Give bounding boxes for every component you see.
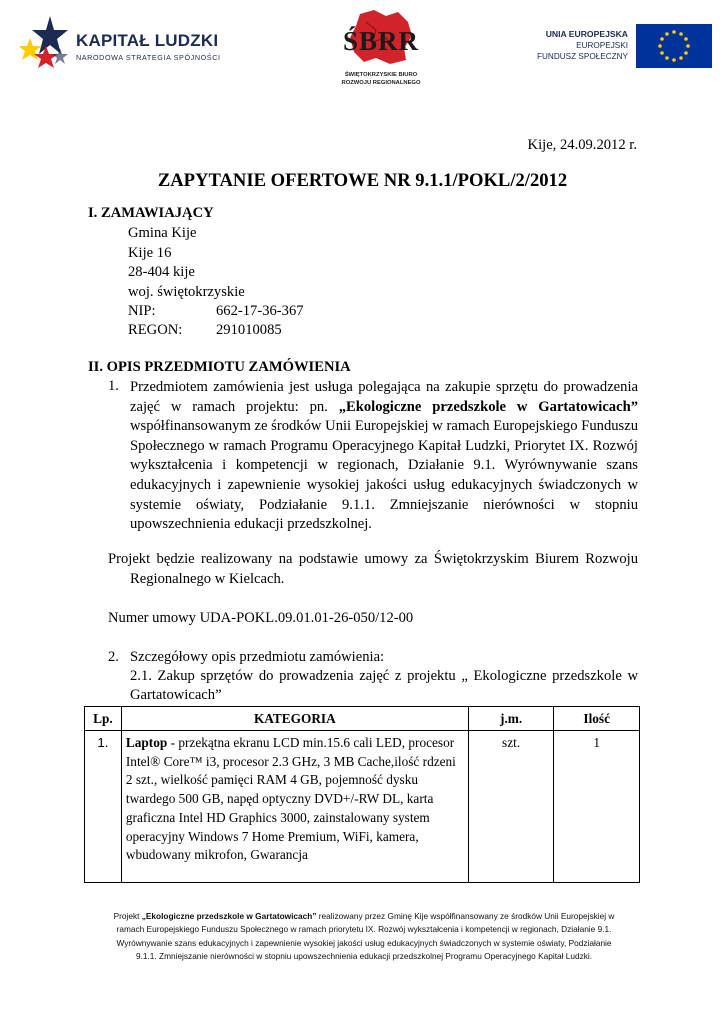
item-1-line: systemie oświaty, Podziałanie 9.1.1. Zmniejszanie nierówności w stopniu — [130, 496, 638, 513]
item-1-paragraph — [130, 378, 638, 535]
item-1-line: Przedmiotem zamówienia jest usługa polegająca na zakupie sprzętu do prowadzenia — [130, 379, 638, 395]
orderer-region: woj. świętokrzyskie — [128, 284, 245, 300]
document-date: Kije, 24.09.2012 r. — [527, 137, 637, 153]
table-row — [85, 731, 640, 883]
item-1-line — [130, 398, 638, 418]
row-lp: 1. — [85, 731, 122, 883]
row-description-line: 2 szt., wielkość pamięci RAM 4 GB, pojemność dysku — [125, 772, 419, 788]
project-note-line2: Regionalnego w Kielcach. — [130, 571, 285, 587]
eu-logo — [528, 24, 712, 68]
footer-line4: 9.1.1. Zmniejszanie nierówności w stopniu upowszechnienia edukacji przedszkolnej Programu Operacyjnego Kapitał Ludzki. — [135, 950, 593, 961]
footer-line2: ramach Europejskiego Funduszu Społecznego w ramach priorytetu IX. Rozwój wykształcenia i kompetencji w regionach, Działanie 9.1. — [116, 924, 612, 935]
project-note-line1: Projekt będzie realizowany na podstawie umowy za Świętokrzyskim Biurem Rozwoju — [108, 551, 638, 567]
item-2-text: Szczegółowy opis przedmiotu zamówienia: — [130, 649, 385, 665]
row-description-line: graficzna Intel HD Graphics 3000, zainstalowany system — [125, 809, 430, 825]
item-2-1-line1: 2.1. Zakup sprzętów do prowadzenia zajęć z projektu „ Ekologiczne przedszkole w — [130, 668, 638, 684]
table-header-quantity: Ilość — [554, 707, 640, 731]
item-1-line: współfinansowanym ze środków Unii Europejskiej w ramach Europejskiego Funduszu — [130, 418, 638, 435]
eu-fund-line2: FUNDUSZ SPOŁECZNY — [537, 52, 628, 61]
document-title: ZAPYTANIE OFERTOWE NR 9.1.1/POKL/2/2012 — [157, 170, 568, 191]
item-2-number: 2. — [108, 649, 119, 665]
kapital-ludzki-logo — [20, 14, 220, 74]
sbrr-subtitle-line2: ROZWOJU REGIONALNEGO — [341, 80, 421, 86]
footer-project-bold: „Ekologiczne przedszkole w Gartatowicach” — [141, 911, 317, 921]
item-1-line: edukacyjnych i zapewnienie wysokiej jakości usług edukacyjnych świadczonych w — [130, 476, 638, 493]
eu-fund-line1: EUROPEJSKI — [576, 41, 628, 50]
contract-number: Numer umowy UDA-POKL.09.01.01-26-050/12-00 — [108, 610, 414, 626]
orderer-postal: 28-404 kije — [128, 264, 195, 280]
sbrr-subtitle-line1: ŚWIĘTOKRZYSKIE BIURO — [344, 72, 418, 78]
table-header-category: KATEGORIA — [121, 707, 468, 731]
row-quantity: 1 — [554, 731, 640, 883]
kapital-ludzki-star-icon — [20, 14, 72, 74]
row-description-line: twardego 500 GB, napęd optyczny DVD+/-RW DL, karta — [125, 791, 434, 807]
eu-flag-icon — [636, 24, 712, 68]
orderer-street: Kije 16 — [128, 245, 172, 261]
item-1-line: Społecznego w ramach Programu Operacyjnego Kapitał Ludzki, Priorytet IX. Rozwój — [130, 437, 638, 454]
item-1-line: upowszechnienia edukacji przedszkolnej. — [130, 516, 372, 533]
item-1-line: wykształcenia i kompetencji w regionach, Działanie 9.1. Wyrównywanie szans — [130, 457, 638, 474]
row-description-line: wbudowany mikrofon, Gwarancja — [125, 847, 308, 863]
footer-line3: Wyrównywanie szans edukacyjnych i zapewnienie wysokiej jakości usług edukacyjnych świadczonych w systemie oświaty, Podziałanie — [116, 937, 612, 948]
footer-line1: realizowany przez Gminę Kije współfinansowany ze środków Unii Europejskiej w — [316, 911, 615, 921]
row-description-line: - przekątna ekranu LCD min.15.6 cali LED, procesor — [167, 735, 455, 750]
eu-title: UNIA EUROPEJSKA — [545, 29, 628, 39]
section-2-heading: II. OPIS PRZEDMIOTU ZAMÓWIENIA — [88, 359, 351, 375]
sbrr-logo — [326, 8, 436, 92]
nip-label: NIP: — [128, 303, 156, 319]
row-description-line: operacyjny Windows 7 Home Premium, WiFi, kamera, — [125, 828, 419, 844]
row-description-line: Intel® Core™ i3, procesor 2.3 GHz, 3 MB Cache,ilość rdzeni — [125, 753, 456, 769]
orderer-name: Gmina Kije — [128, 225, 197, 241]
footer-prefix: Projekt — [113, 911, 142, 921]
item-1-line-text: zajęć w ramach projektu: pn. — [130, 398, 339, 415]
item-2-1-line2: Gartatowicach” — [130, 687, 222, 703]
section-1-heading: I. ZAMAWIAJĄCY — [88, 205, 214, 221]
project-name-bold: „Ekologiczne przedszkole w Gartatowicach” — [338, 398, 638, 415]
order-table — [84, 706, 640, 883]
sbrr-name: ŚBRR — [342, 26, 420, 56]
regon-label: REGON: — [128, 322, 183, 338]
table-header-lp: Lp. — [85, 707, 122, 731]
row-item-name: Laptop — [125, 735, 168, 750]
table-header-row — [85, 707, 640, 731]
kapital-ludzki-subtitle: NARODOWA STRATEGIA SPÓJNOŚCI — [76, 53, 221, 62]
kapital-ludzki-title: KAPITAŁ LUDZKI — [76, 31, 219, 50]
row-description — [121, 731, 468, 883]
nip-value: 662-17-36-367 — [216, 303, 304, 319]
item-1-number: 1. — [108, 378, 119, 394]
regon-value: 291010085 — [216, 322, 282, 338]
page-footer — [90, 910, 638, 963]
table-header-unit: j.m. — [468, 707, 554, 731]
row-unit: szt. — [468, 731, 554, 883]
